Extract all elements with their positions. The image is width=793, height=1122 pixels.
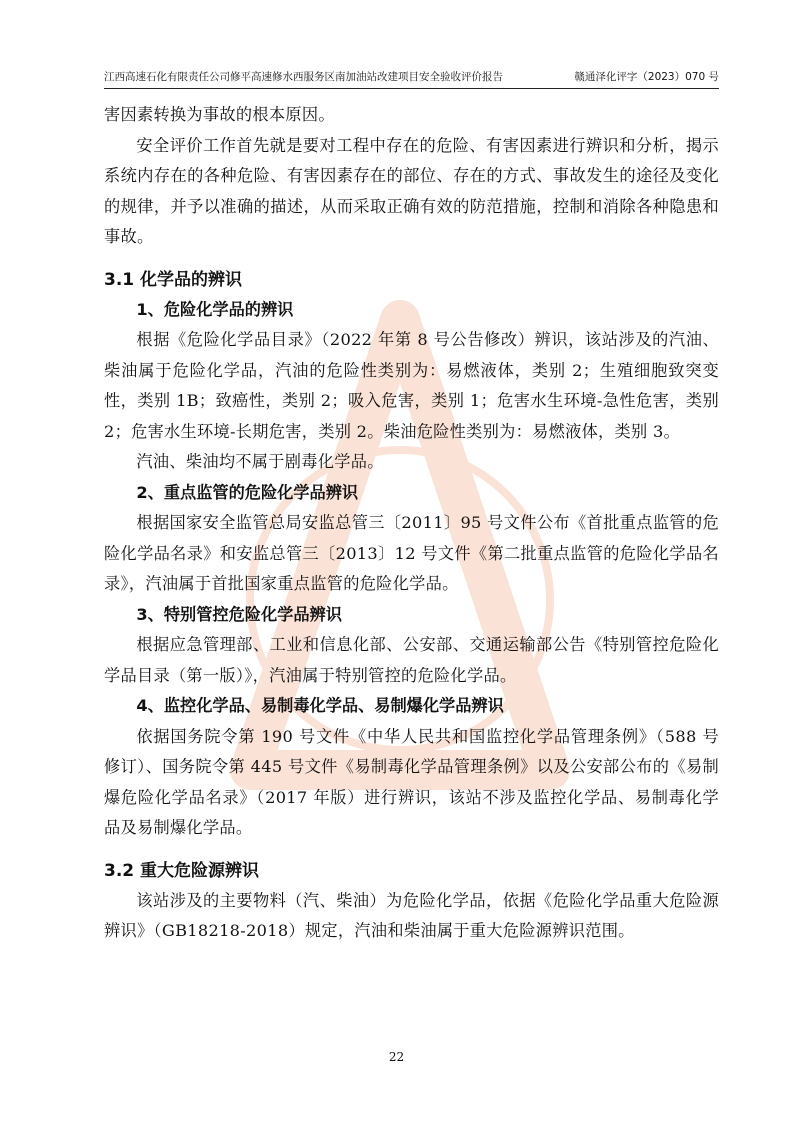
paragraph-major-hazard: 该站涉及的主要物料（汽、柴油）为危险化学品，依据《危险化学品重大危险源辨识》（GB18218-2018）规定，汽油和柴油属于重大危险源辨识范围。 (104, 890, 719, 940)
paragraph-key-supervision: 根据国家安全监管总局安监总管三〔2011〕95 号文件公布《首批重点监管的危险化学品名录》和安监总管三〔2013〕12 号文件《第二批重点监管的危险化学品名录》，汽油属于首批国家重点监管的危险化学品。 (104, 513, 719, 593)
paragraph-toxic: 汽油、柴油均不属于剧毒化学品。 (136, 452, 384, 471)
section-heading-3-1: 3.1 化学品的辨识 (104, 269, 243, 290)
page-header (104, 68, 719, 89)
page-body (104, 100, 719, 947)
paragraph-hazardous-chemicals: 根据《危险化学品目录》（2022 年第 8 号公告修改）辨识，该站涉及的汽油、柴油属于危险化学品，汽油的危险性类别为：易燃液体，类别 2；生殖细胞致突变性，类别 1B；致癌性，类别 2；吸入危害，类别 1；危害水生环境-急性危害，类别 2；危害水生环境-长期危害，类别 2。柴油危险性类别为：易燃液体，类别 3。 (104, 330, 719, 441)
page-number: 22 (388, 1050, 405, 1064)
subheading-4: 4、监控化学品、易制毒化学品、易制爆化学品辨识 (136, 696, 504, 715)
subheading-3: 3、特别管控危险化学品辨识 (136, 604, 342, 624)
header-report-number: 赣通泽化评字（2023）070 号 (574, 71, 719, 83)
paragraph-special-control: 根据应急管理部、工业和信息化部、公安部、交通运输部公告《特别管控危险化学品目录（第一版）》，汽油属于特别管控的危险化学品。 (104, 635, 719, 685)
section-heading-3-2: 3.2 重大危险源辨识 (104, 860, 260, 881)
paragraph-intro: 安全评价工作首先就是要对工程中存在的危险、有害因素进行辨识和分析，揭示系统内存在的各种危险、有害因素存在的部位、存在的方式、事故发生的途径及变化的规律，并予以准确的描述，从而采取正确有效的防范措施，控制和消除各种隐患和事故。 (104, 135, 719, 246)
paragraph-continued: 害因素转换为事故的根本原因。 (104, 105, 335, 124)
subheading-2: 2、重点监管的危险化学品辨识 (136, 482, 359, 502)
paragraph-monitored-chemicals: 依据国务院令第 190 号文件《中华人民共和国监控化学品管理条例》（588 号修订）、国务院令第 445 号文件《易制毒化学品管理条例》以及公安部公布的《易制爆危险化学品名录》（2017 年版）进行辨识，该站不涉及监控化学品、易制毒化学品及易制爆化学品。 (104, 726, 719, 837)
subheading-1: 1、危险化学品的辨识 (136, 299, 294, 319)
header-report-title: 江西高速石化有限责任公司修平高速修水西服务区南加油站改建项目安全验收评价报告 (104, 71, 503, 83)
